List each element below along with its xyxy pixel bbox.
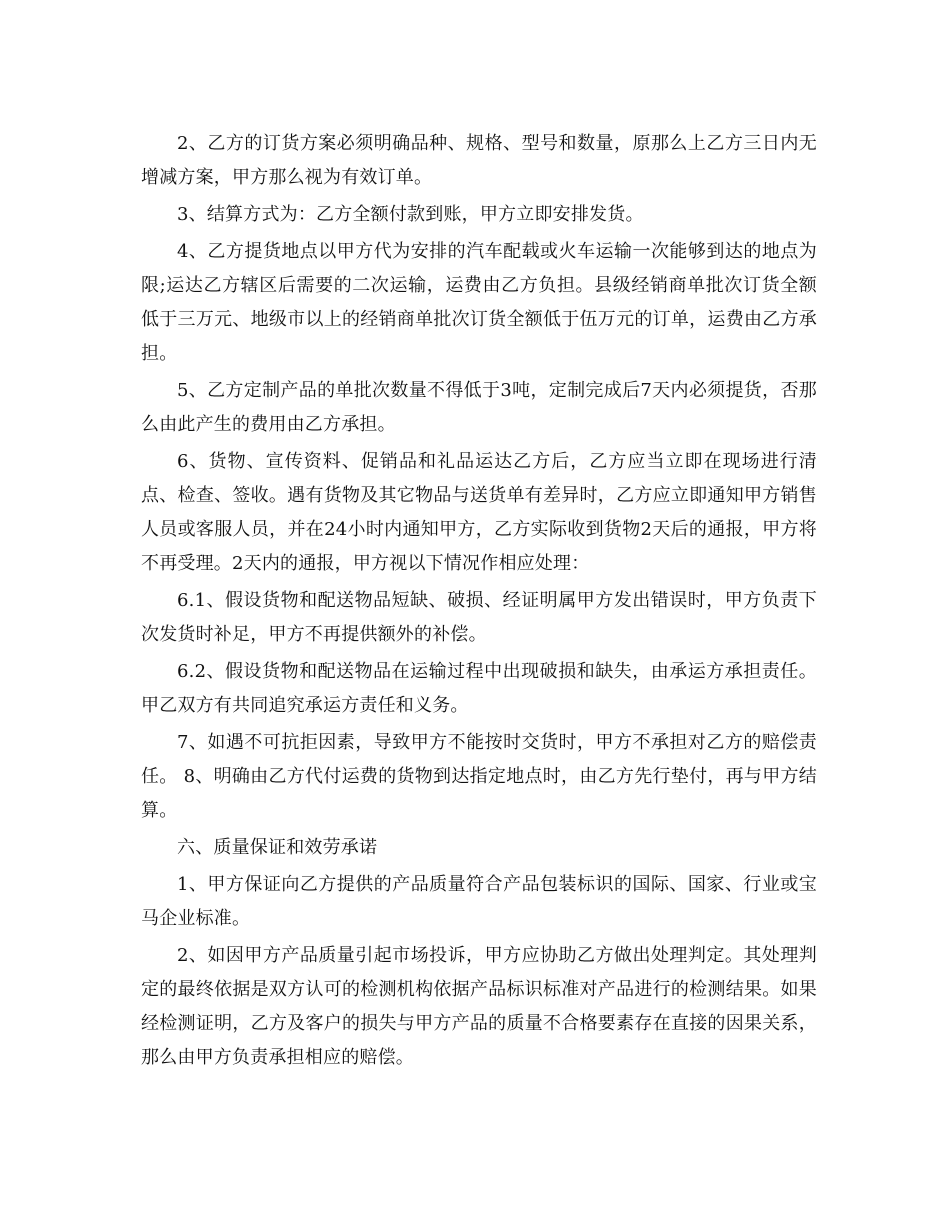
paragraph-7-8-force-majeure: 7、如遇不可抗拒因素，导致甲方不能按时交货时，甲方不承担对乙方的赔偿责任。 8、明确由乙方代付运费的货物到达指定地点时，由乙方先行垫付，再与甲方结算。 (141, 732, 817, 821)
paragraph-6-1-shortage: 6.1、假设货物和配送物品短缺、破损、经证明属甲方发出错误时，甲方负责下次发货时补足，甲方不再提供额外的补偿。 (141, 590, 817, 645)
document-body (141, 127, 817, 1078)
paragraph-3-settlement: 3、结算方式为：乙方全额付款到账，甲方立即安排发货。 (177, 204, 644, 225)
paragraph-6-2-transport-damage: 6.2、假设货物和配送物品在运输过程中出现破损和缺失，由承运方承担责任。甲乙双方有共同追究承运方责任和义务。 (141, 661, 817, 716)
paragraph-quality-2: 2、如因甲方产品质量引起市场投诉，甲方应协助乙方做出处理判定。其处理判定的最终依据是双方认可的检测机构依据产品标识标准对产品进行的检测结果。如果经检测证明，乙方及客户的损失与甲方产品的质量不合格要素存在直接的因果关系，那么由甲方负责承担相应的赔偿。 (141, 945, 817, 1068)
section-heading-quality: 六、质量保证和效劳承诺 (177, 837, 378, 858)
paragraph-2-order-plan: 2、乙方的订货方案必须明确品种、规格、型号和数量，原那么上乙方三日内无增减方案，甲方那么视为有效订单。 (141, 133, 817, 188)
paragraph-5-custom-products: 5、乙方定制产品的单批次数量不得低于3吨，定制完成后7天内必须提货，否那么由此产生的费用由乙方承担。 (141, 380, 817, 435)
paragraph-6-goods-receipt: 6、货物、宣传资料、促销品和礼品运达乙方后，乙方应当立即在现场进行清点、检查、签收。遇有货物及其它物品与送货单有差异时，乙方应立即通知甲方销售人员或客服人员，并在24小时内通知甲方，乙方实际收到货物2天后的通报，甲方将不再受理。2天内的通报，甲方视以下情况作相应处理： (141, 451, 817, 574)
paragraph-4-pickup-location: 4、乙方提货地点以甲方代为安排的汽车配载或火车运输一次能够到达的地点为限;运达乙方辖区后需要的二次运输，运费由乙方负担。县级经销商单批次订货全额低于三万元、地级市以上的经销商单批次订货全额低于伍万元的订单，运费由乙方承担。 (141, 241, 817, 364)
paragraph-quality-1: 1、甲方保证向乙方提供的产品质量符合产品包装标识的国际、国家、行业或宝马企业标准。 (141, 874, 817, 929)
